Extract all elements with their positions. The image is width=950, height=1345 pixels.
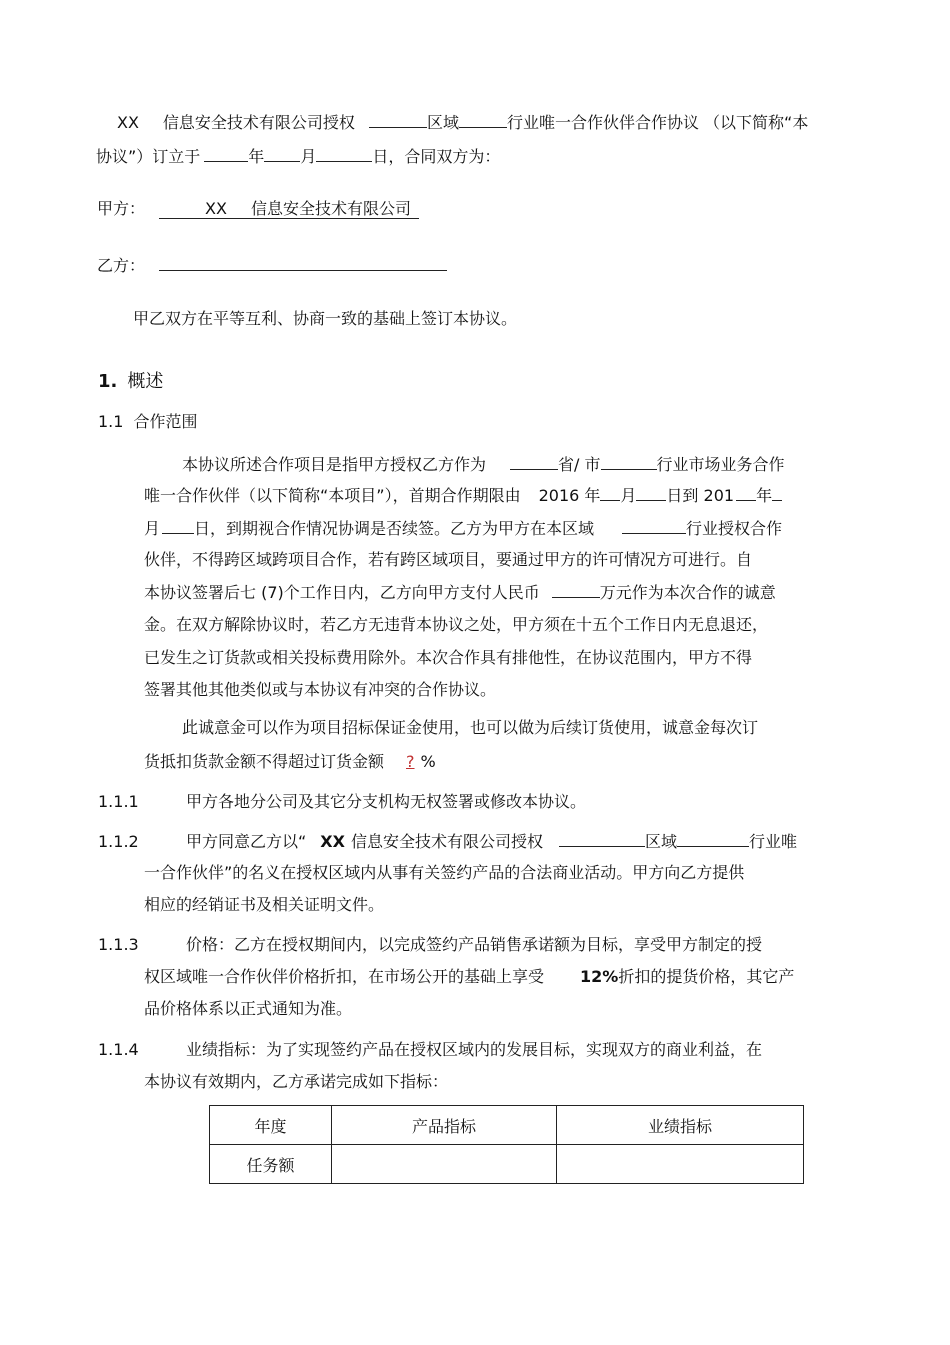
table-header-cell: 产品指标 <box>332 1106 557 1145</box>
intro-line-1: XX 信息安全技术有限公司授权 区域 行业唯一合作伙伴合作协议 （以下简称“本 <box>117 110 808 134</box>
indicator-table <box>209 1105 804 1184</box>
blank-region <box>369 110 427 128</box>
party-b-line: 乙方： <box>97 253 447 277</box>
table-cell: 任务额 <box>210 1145 332 1184</box>
table-header-cell: 业绩指标 <box>557 1106 804 1145</box>
clause-1-1-1: 1.1.1 甲方各地分公司及其它分支机构无权签署或修改本协议。 <box>98 792 587 811</box>
clause-1-1-3-line-3: 品价格体系以正式通知为准。 <box>144 999 353 1018</box>
table-header-row <box>210 1106 804 1145</box>
party-a-name: XX 信息安全技术有限公司 <box>159 200 419 219</box>
table-header-cell: 年度 <box>210 1106 332 1145</box>
table-cell <box>332 1145 557 1184</box>
table-row <box>210 1145 804 1184</box>
clause-1-1-4-line-2: 本协议有效期内，乙方承诺完成如下指标： <box>144 1072 449 1091</box>
body-line-6: 金。在双方解除协议时，若乙方无违背本协议之处，甲方须在十五个工作日内无息退还， <box>144 615 769 634</box>
blank-year <box>204 144 248 162</box>
intro-line-2: 协议”）订立于 年 月 日，合同双方为： <box>96 144 500 168</box>
blank-month <box>264 144 300 162</box>
party-a-line: 甲方： XX 信息安全技术有限公司 <box>97 198 419 220</box>
body-line-5: 本协议签署后七 (7)个工作日内，乙方向甲方支付人民币 万元作为本次合作的诚意 <box>144 580 776 604</box>
blank-day <box>316 144 372 162</box>
clause-1-1-2-line-1: 1.1.2 甲方同意乙方以“ XX 信息安全技术有限公司授权 区域 行业唯 <box>98 829 797 853</box>
body-line-7: 已发生之订货款或相关投标费用除外。本次合作具有排他性，在协议范围内，甲方不得 <box>144 648 753 667</box>
body-line-1: 本协议所述合作项目是指甲方授权乙方作为 省/ 市 行业市场业务合作 <box>182 452 785 476</box>
body-line-8: 签署其他其他类似或与本协议有冲突的合作协议。 <box>144 680 497 699</box>
body-line-3: 月 日，到期视合作情况协调是否续签。乙方为甲方在本区域 行业授权合作 <box>144 516 782 540</box>
preamble: 甲乙双方在平等互利、协商一致的基础上签订本协议。 <box>133 309 518 328</box>
body-line-10: 货抵扣货款金额不得超过订货金额 ? % <box>144 752 436 771</box>
body-line-9: 此诚意金可以作为项目招标保证金使用，也可以做为后续订货使用，诚意金每次订 <box>182 718 759 737</box>
clause-1-1-2-line-3: 相应的经销证书及相关证明文件。 <box>144 895 385 914</box>
table-cell <box>557 1145 804 1184</box>
section-1-heading: 1. 概述 <box>98 371 164 392</box>
clause-1-1-3-line-1: 1.1.3 价格：乙方在授权期间内，以完成签约产品销售承诺额为目标，享受甲方制定的授 <box>98 935 763 954</box>
body-line-4: 伙伴，不得跨区域跨项目合作，若有跨区域项目，要通过甲方的许可情况方可进行。自 <box>144 550 753 569</box>
body-line-2: 唯一合作伙伴（以下简称“本项目”），首期合作期限由 2016 年 月 日到 201 年 <box>144 483 782 507</box>
clause-1-1-4-line-1: 1.1.4 业绩指标：为了实现签约产品在授权区域内的发展目标，实现双方的商业利益，在 <box>98 1040 763 1059</box>
party-b-blank <box>159 253 447 271</box>
blank-industry <box>459 110 507 128</box>
clause-1-1-3-line-2: 权区域唯一合作伙伴价格折扣，在市场公开的基础上享受 12%折扣的提货价格，其它产 <box>144 967 795 986</box>
section-1-1-heading: 1.1 合作范围 <box>98 412 198 431</box>
clause-1-1-2-line-2: 一合作伙伴”的名义在授权区域内从事有关签约产品的合法商业活动。甲方向乙方提供 <box>144 863 745 882</box>
